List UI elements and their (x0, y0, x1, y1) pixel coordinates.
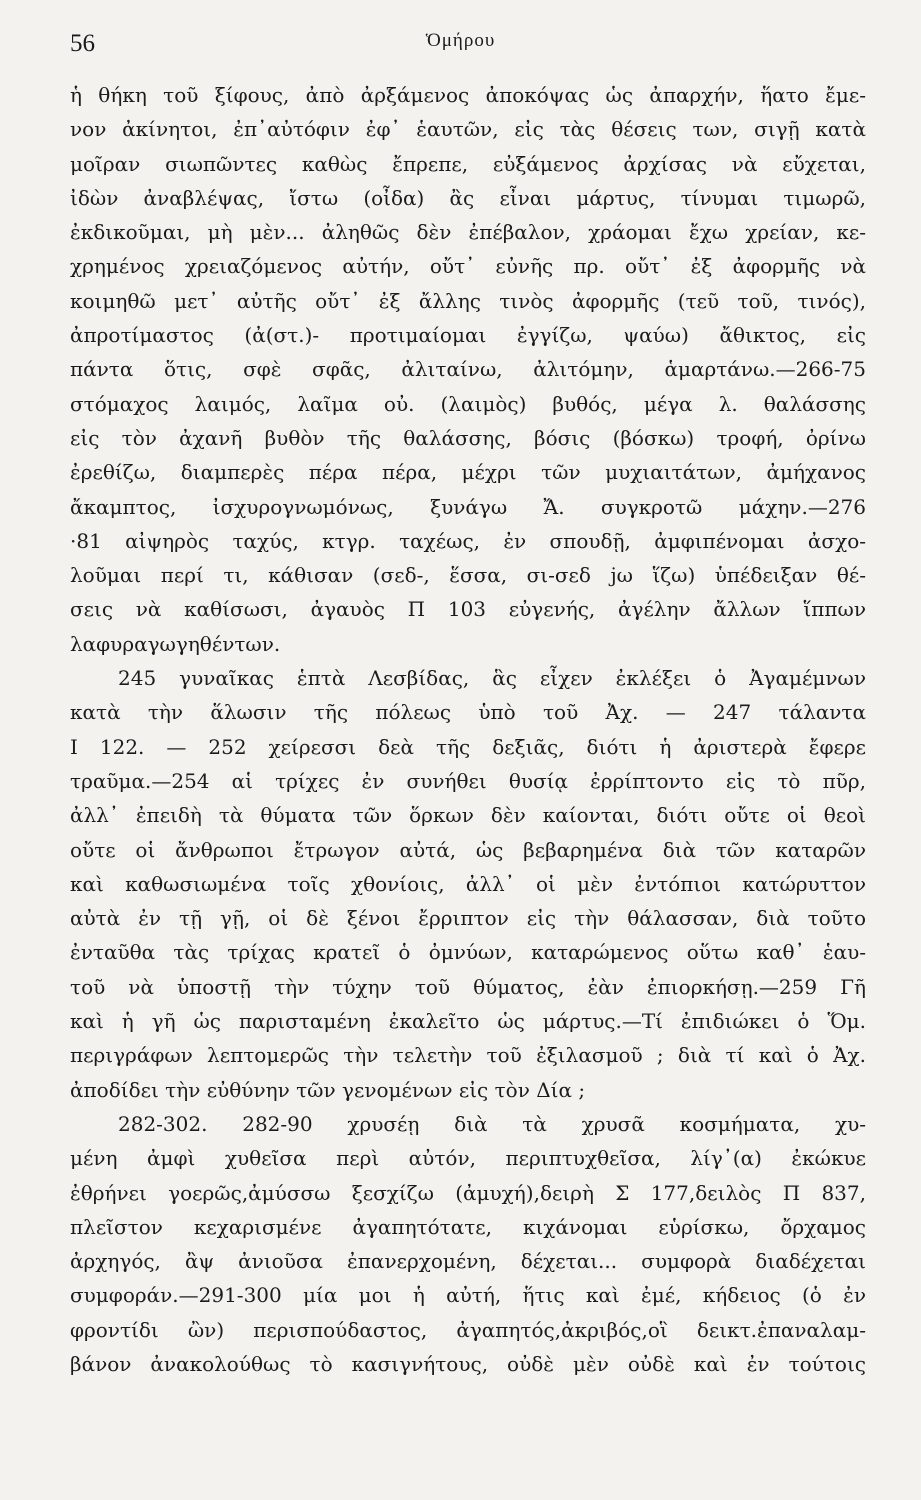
text-line: οὔτε οἱ ἄνθρωποι ἔτρωγον αὐτά, ὡς βεβαρημένα διὰ τῶν καταρῶν (70, 837, 866, 862)
page-number: 56 (70, 30, 95, 57)
text-line: στόμαχος λαιμός, λαῖμα οὐ. (λαιμὸς) βυθός, μέγα λ. θαλάσσης (70, 391, 866, 416)
text-line: καὶ ἡ γῆ ὡς παρισταμένη ἐκαλεῖτο ὡς μάρτυς.—Τί ἐπιδιώκει ὁ Ὅμ. (70, 1009, 866, 1034)
text-line: τραῦμα.—254 αἱ τρίχες ἐν συνήθει θυσίᾳ ἐρρίπτοντο εἰς τὸ πῦρ, (70, 768, 866, 793)
text-line: καὶ καθωσιωμένα τοῖς χθονίοις, ἀλλ᾽ οἱ μὲν ἐντόπιοι κατώρυττον (70, 871, 866, 896)
text-line: μένη ἀμφὶ χυθεῖσα περὶ αὐτόν, περιπτυχθεῖσα, λίγ᾽(α) ἐκώκυε (70, 1146, 866, 1171)
text-line: τοῦ νὰ ὑποστῇ τὴν τύχην τοῦ θύματος, ἐὰν ἐπιορκήσῃ.—259 Γῆ (70, 974, 866, 999)
text-line: ἀρχηγός, ἂψ ἀνιοῦσα ἐπανερχομένη, δέχεται... συμφορὰ διαδέχεται (70, 1249, 866, 1274)
text-line: νον ἀκίνητοι, ἐπ᾽αὐτόφιν ἐφ᾽ ἑαυτῶν, εἰς τὰς θέσεις των, σιγῇ κατὰ (70, 117, 866, 142)
text-line: χρημένος χρειαζόμενος αὐτήν, οὔτ᾽ εὐνῆς πρ. οὔτ᾽ ἐξ ἀφορμῆς νὰ (70, 254, 866, 279)
text-line: ·81 αἰψηρὸς ταχύς, κτγρ. ταχέως, ἐν σπουδῇ, ἀμφιπένομαι ἀσχο- (70, 528, 866, 553)
text-line: πάντα ὅτις, σφὲ σφᾶς, ἀλιταίνω, ἀλιτόμην, ἁμαρτάνω.—266-75 (70, 357, 866, 382)
text-line: πλεῖστον κεχαρισμένε ἀγαπητότατε, κιχάνομαι εὑρίσκω, ὄρχαμος (70, 1214, 866, 1239)
text-line: βάνον ἀνακολούθως τὸ κασιγνήτους, οὐδὲ μὲν οὐδὲ καὶ ἐν τούτοις (70, 1351, 866, 1376)
text-line: συμφοράν.—291-300 μία μοι ἡ αὐτή, ἥτις καὶ ἐμέ, κήδειος (ὁ ἐν (70, 1283, 866, 1308)
text-line: λαφυραγωγηθέντων. (70, 631, 281, 656)
text-line: κοιμηθῶ μετ᾽ αὐτῆς οὔτ᾽ ἐξ ἄλλης τινὸς ἀφορμῆς (τεῦ τοῦ, τινός), (70, 288, 866, 313)
commentary-text (70, 78, 866, 1381)
text-line: ἐθρήνει γοερῶς,ἀμύσσω ξεσχίζω (ἀμυχή),δειρὴ Σ 177,δειλὸς Π 837, (70, 1180, 866, 1205)
text-line: αὐτὰ ἐν τῇ γῇ, οἱ δὲ ξένοι ἔρριπτον εἰς τὴν θάλασσαν, διὰ τοῦτο (70, 906, 866, 931)
text-line: ἀποδίδει τὴν εὐθύνην τῶν γενομένων εἰς τὸν Δία ; (70, 1077, 586, 1102)
text-line: ἀλλ᾽ ἐπειδὴ τὰ θύματα τῶν ὅρκων δὲν καίονται, διότι οὔτε οἱ θεοὶ (70, 803, 866, 828)
text-line: κατὰ τὴν ἅλωσιν τῆς πόλεως ὑπὸ τοῦ Ἀχ. — 247 τάλαντα (70, 700, 866, 725)
text-line: περιγράφων λεπτομερῶς τὴν τελετὴν τοῦ ἐξιλασμοῦ ; διὰ τί καὶ ὁ Ἀχ. (70, 1043, 866, 1068)
text-line: σεις νὰ καθίσωσι, ἀγαυὸς Π 103 εὐγενής, ἀγέλην ἄλλων ἵππων (70, 597, 866, 622)
text-line: ἐρεθίζω, διαμπερὲς πέρα πέρα, μέχρι τῶν μυχιαιτάτων, ἀμήχανος (70, 460, 866, 485)
text-line: ἐκδικοῦμαι, μὴ μὲν... ἀληθῶς δὲν ἐπέβαλον, χράομαι ἔχω χρείαν, κε- (70, 220, 866, 245)
text-line: μοῖραν σιωπῶντες καθὼς ἔπρεπε, εὐξάμενος ἀρχίσας νὰ εὔχεται, (70, 151, 866, 176)
text-line: ἀπροτίμαστος (ἀ(στ.)- προτιμαίομαι ἐγγίζω, ψαύω) ἄθικτος, εἰς (70, 323, 866, 348)
text-line: 245 γυναῖκας ἑπτὰ Λεσβίδας, ἃς εἶχεν ἐκλέξει ὁ Ἀγαμέμνων (118, 666, 866, 691)
running-header: Ὁμήρου (425, 30, 496, 51)
text-line: ἐνταῦθα τὰς τρίχας κρατεῖ ὁ ὀμνύων, καταρώμενος οὕτω καθ᾽ ἑαυ- (70, 940, 866, 965)
text-line: ἡ θήκη τοῦ ξίφους, ἀπὸ ἀρξάμενος ἀποκόψας ὡς ἀπαρχήν, ἥατο ἔμε- (70, 83, 866, 107)
text-line: ἰδὼν ἀναβλέψας, ἴστω (οἶδα) ἂς εἶναι μάρτυς, τίνυμαι τιμωρῶ, (70, 185, 866, 210)
text-line: ἄκαμπτος, ἰσχυρογνωμόνως, ξυνάγω Ἄ. συγκροτῶ μάχην.—276 (70, 494, 866, 519)
text-line: 282-302. 282-90 χρυσέῃ διὰ τὰ χρυσᾶ κοσμήματα, χυ- (118, 1111, 866, 1136)
text-line: φροντίδι ὢν) περισπούδαστος, ἀγαπητός,ἀκριβός,οἳ δεικτ.ἐπαναλαμ- (70, 1317, 866, 1342)
text-line: Ι 122. — 252 χείρεσσι δεὰ τῆς δεξιᾶς, διότι ἡ ἀριστερὰ ἔφερε (70, 734, 866, 759)
text-line: εἰς τὸν ἀχανῆ βυθὸν τῆς θαλάσσης, βόσις (βόσκω) τροφή, ὀρίνω (70, 425, 866, 450)
text-line: λοῦμαι περί τι, κάθισαν (σεδ-, ἕσσα, σι-σεδ jω ἵζω) ὑπέδειξαν θέ- (70, 563, 866, 588)
